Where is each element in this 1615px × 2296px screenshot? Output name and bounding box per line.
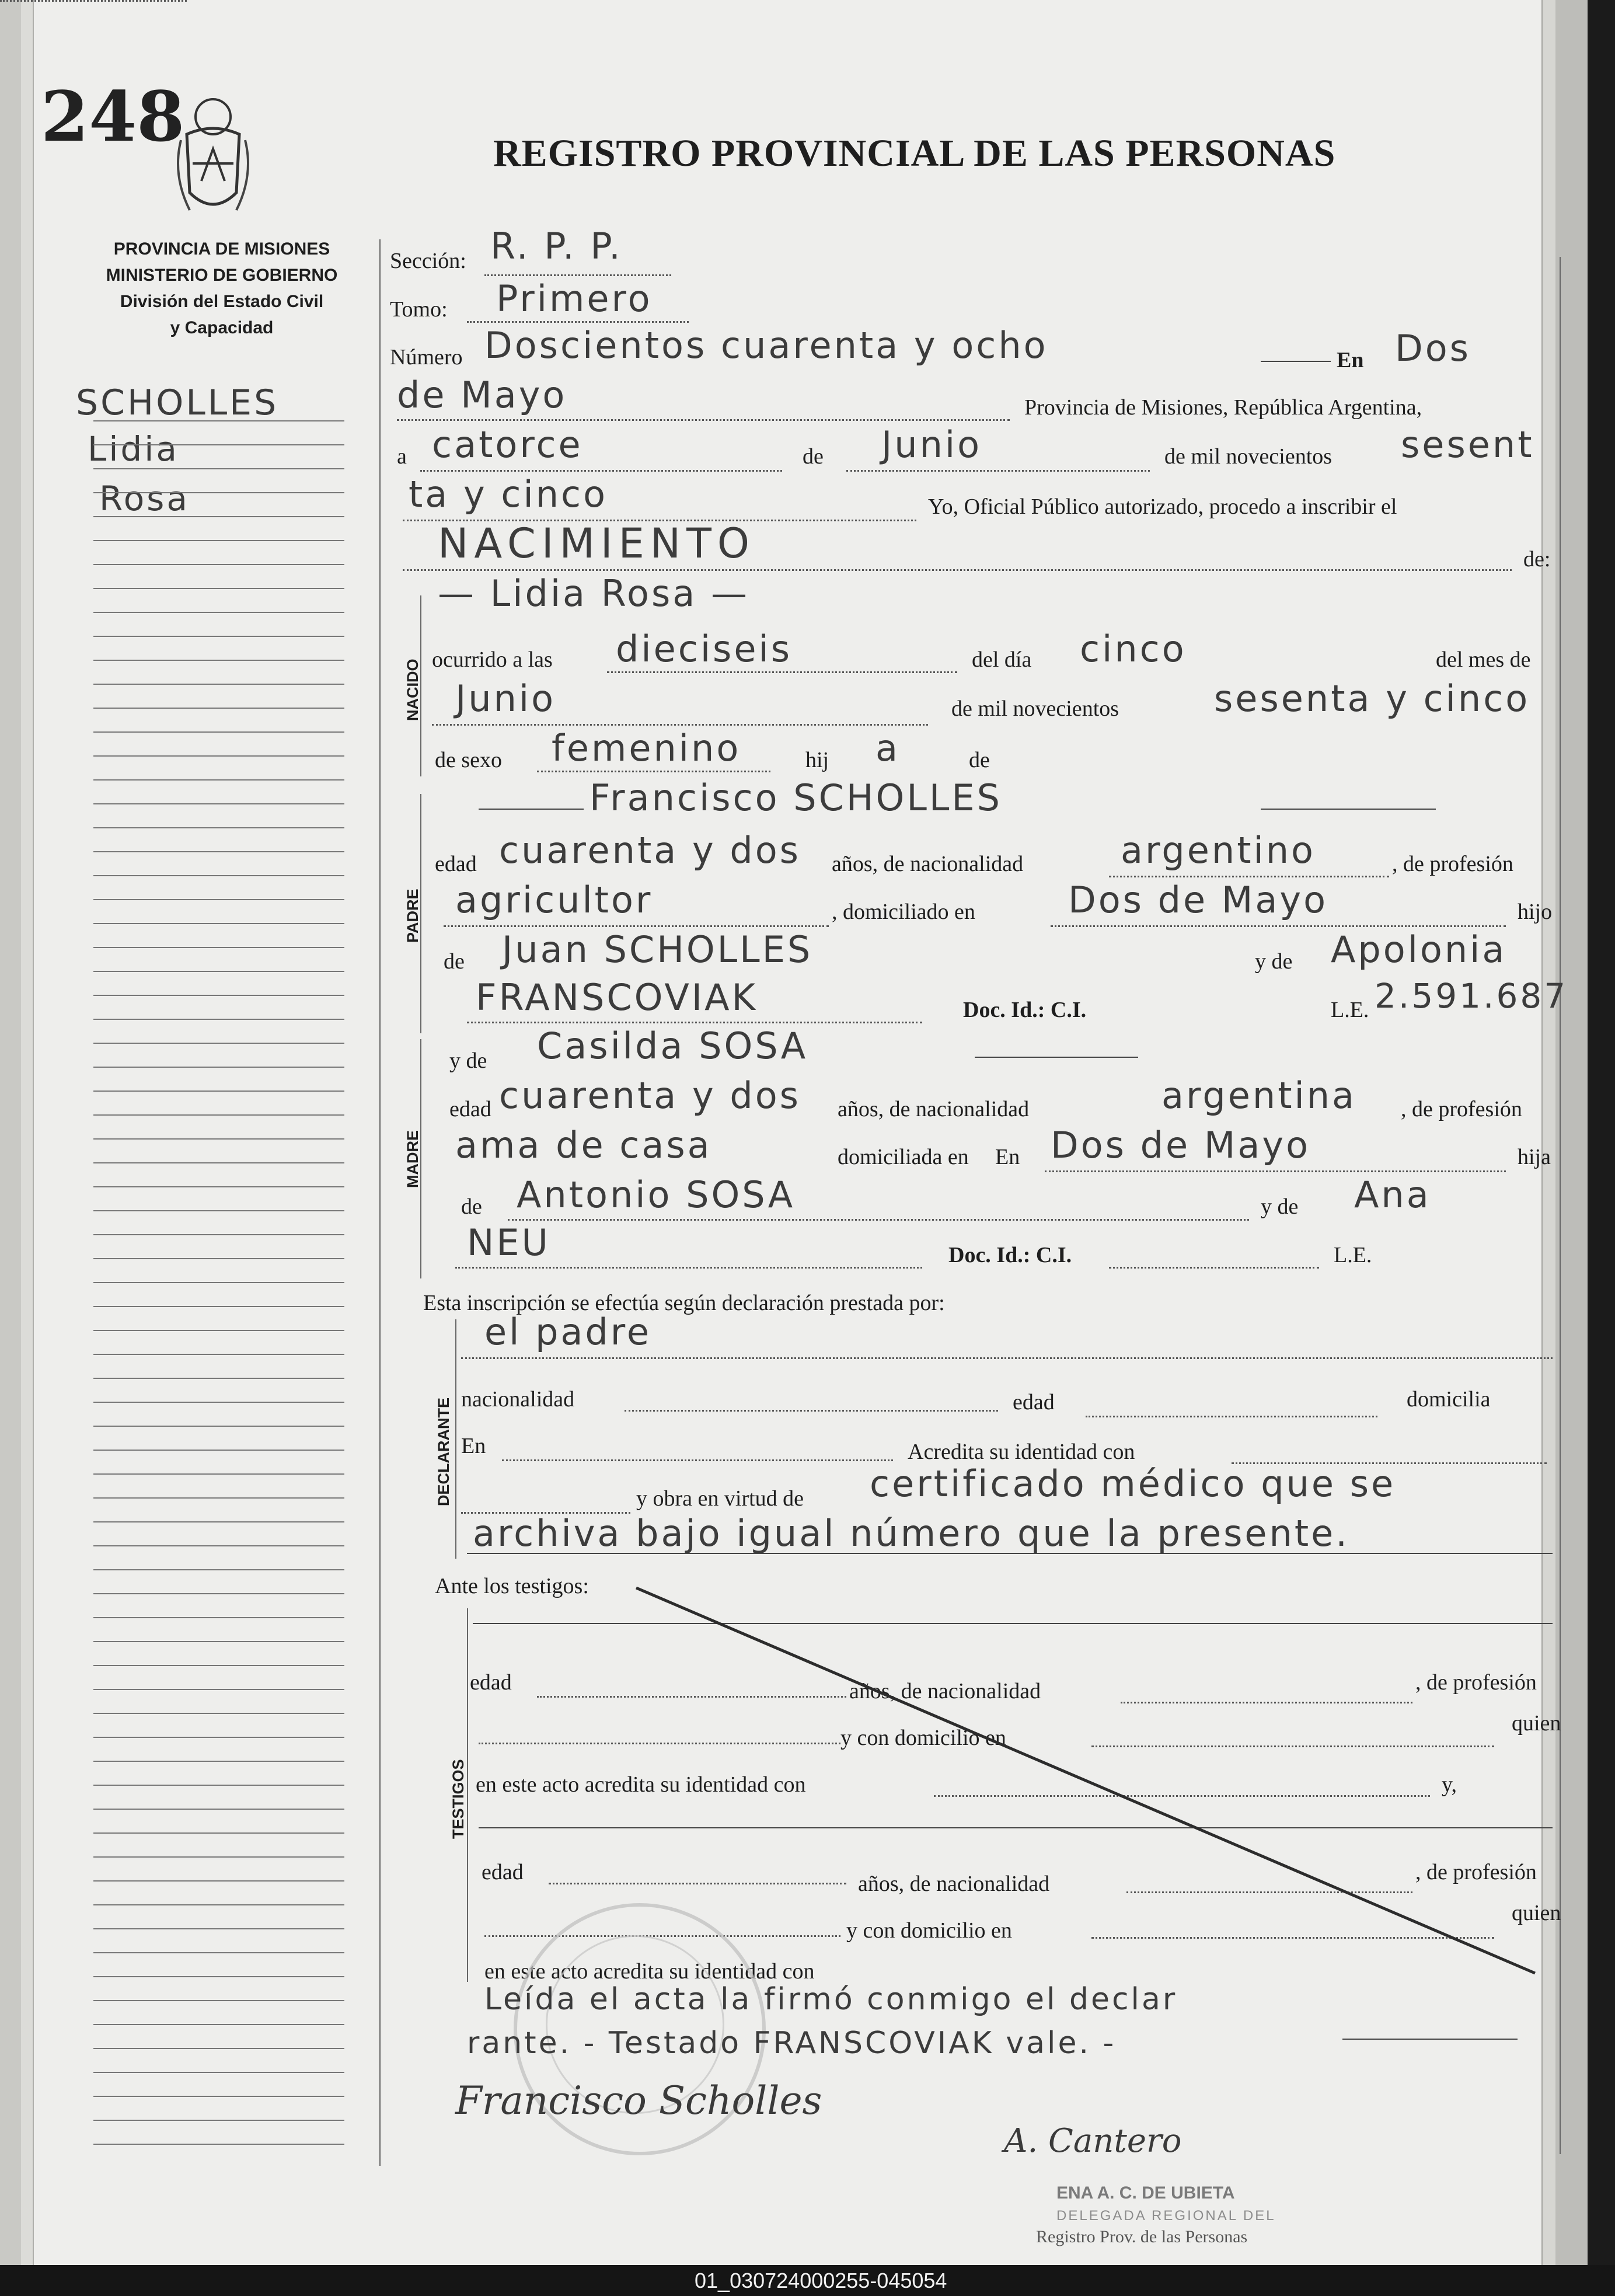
margin-surname: SCHOLLES xyxy=(76,382,279,423)
label-a: a xyxy=(397,444,407,469)
label-de: de xyxy=(803,444,824,469)
dash xyxy=(1261,361,1331,362)
signature-oficial: A. Cantero xyxy=(1004,2122,1182,2160)
margin-rule xyxy=(93,2072,344,2073)
label-quien: quien xyxy=(1512,1901,1561,1925)
margin-rule xyxy=(93,1426,344,1427)
margin-rule xyxy=(93,1162,344,1163)
label-padre: PADRE xyxy=(404,889,421,943)
margin-rule xyxy=(93,1641,344,1642)
label-en: En xyxy=(461,1434,486,1458)
value-padre-nombre: Francisco SCHOLLES xyxy=(590,776,1002,819)
value-nombre: — Lidia Rosa — xyxy=(438,572,749,615)
dotline xyxy=(1051,925,1506,927)
label-y-de: y de xyxy=(1255,949,1293,974)
margin-rule xyxy=(93,1354,344,1355)
dotline xyxy=(607,671,957,673)
coat-of-arms-icon xyxy=(169,93,257,228)
value-numero: Doscientos cuarenta y ocho xyxy=(484,324,1048,367)
value-padre-dom: Dos de Mayo xyxy=(1068,879,1328,921)
dotline xyxy=(403,569,1512,571)
stamp-officer-name: ENA A. C. DE UBIETA xyxy=(1056,2183,1235,2203)
margin-rule xyxy=(93,1569,344,1570)
label-domiciliado: , domiciliado en xyxy=(832,900,975,924)
label-con-domicilio: y con domicilio en xyxy=(846,1918,1012,1943)
binding-edge xyxy=(0,0,23,2265)
frame-right-line xyxy=(1560,257,1561,2154)
dotline xyxy=(1045,1170,1506,1172)
scan-id: 01_030724000255-045054 xyxy=(695,2269,947,2292)
value-mes: Junio xyxy=(881,423,982,466)
value-lugar: de Mayo xyxy=(397,374,567,416)
value-dia: catorce xyxy=(432,423,583,466)
label-de: de xyxy=(444,949,465,974)
margin-rule xyxy=(93,2096,344,2097)
margin-rule xyxy=(93,995,344,996)
margin-rule xyxy=(93,1234,344,1235)
value-padre-madre-a: Apolonia xyxy=(1331,928,1507,971)
margin-rule xyxy=(93,1450,344,1451)
label-doc-id: Doc. Id.: C.I. xyxy=(963,998,1087,1022)
value-seccion: R. P. P. xyxy=(490,225,623,267)
label-madre: MADRE xyxy=(404,1130,421,1188)
value-padre-padre: Juan SCHOLLES xyxy=(502,928,813,971)
value-madre-edad: cuarenta y dos xyxy=(499,1074,801,1117)
label-le: L.E. xyxy=(1334,1243,1372,1267)
margin-rule xyxy=(93,1043,344,1044)
margin-rule xyxy=(93,636,344,637)
label-de: de xyxy=(461,1194,482,1219)
signature-declarante: Francisco Scholles xyxy=(455,2078,822,2123)
value-madre-prof: ama de casa xyxy=(455,1124,712,1166)
dotline xyxy=(420,470,782,472)
margin-rule xyxy=(93,420,344,421)
margin-rule xyxy=(93,1880,344,1882)
value-virtud-a: certificado médico que se xyxy=(870,1462,1396,1505)
margin-rule xyxy=(93,1928,344,1929)
binding-edge-inner xyxy=(21,0,34,2265)
label-mil-novecientos: de mil novecientos xyxy=(1164,444,1333,469)
label-nacido: NACIDO xyxy=(404,659,421,721)
margin-rule xyxy=(93,1330,344,1331)
value-padre-le: 2.591.687 xyxy=(1375,976,1568,1016)
margin-rule xyxy=(93,1186,344,1187)
value-madre-madre-a: Ana xyxy=(1354,1173,1431,1216)
dotline xyxy=(0,0,187,2)
label-tomo: Tomo: xyxy=(390,297,448,322)
margin-rule xyxy=(93,1593,344,1594)
margin-rule xyxy=(93,1617,344,1618)
label-provincia: Provincia de Misiones, República Argentina, xyxy=(1024,395,1422,420)
margin-rule xyxy=(93,588,344,589)
label-ocurrido: ocurrido a las xyxy=(432,647,553,672)
label-y-comma: y, xyxy=(1442,1772,1457,1797)
dotline xyxy=(444,925,829,927)
value-anio-b: ta y cinco xyxy=(409,473,608,515)
value-sexo: femenino xyxy=(552,727,741,769)
margin-rule xyxy=(93,1713,344,1714)
dotline xyxy=(484,274,671,276)
margin-rule xyxy=(93,1832,344,1834)
margin-rule xyxy=(93,1785,344,1786)
margin-rule xyxy=(93,1402,344,1403)
dotline xyxy=(537,771,770,772)
label-de-sexo: de sexo xyxy=(435,748,503,772)
label-domiciliada: domiciliada en xyxy=(838,1145,969,1169)
dotline xyxy=(502,1459,893,1461)
margin-rule xyxy=(93,731,344,733)
margin-rule xyxy=(93,492,344,493)
value-declarante: el padre xyxy=(484,1311,652,1353)
margin-rule xyxy=(93,1665,344,1666)
value-padre-madre-b: FRANSCOVIAK xyxy=(476,976,758,1019)
value-anio-nac: sesenta y cinco xyxy=(1214,677,1530,720)
frame-left-line xyxy=(379,239,381,2166)
margin-rule xyxy=(93,2048,344,2049)
margin-rule xyxy=(93,851,344,852)
label-en: En xyxy=(1337,348,1364,372)
margin-rule xyxy=(93,1019,344,1020)
label-y-de: y de xyxy=(449,1048,487,1073)
value-tomo: Primero xyxy=(496,277,653,320)
label-acredita-identidad: en este acto acredita su identidad con xyxy=(484,1959,815,1984)
margin-rule xyxy=(93,2120,344,2121)
label-acredita-identidad: en este acto acredita su identidad con xyxy=(476,1772,806,1797)
dotline xyxy=(1109,1267,1319,1269)
margin-rule xyxy=(93,803,344,804)
value-hora: dieciseis xyxy=(616,628,793,670)
page-number: 248 xyxy=(41,76,185,157)
margin-rule xyxy=(93,827,344,828)
label-hij: hij xyxy=(805,748,829,772)
stamp-officer-role: DELEGADA REGIONAL DEL xyxy=(1056,2208,1276,2224)
margin-rule xyxy=(93,660,344,661)
label-hija: hija xyxy=(1518,1145,1551,1169)
margin-rule xyxy=(93,2144,344,2145)
margin-rule xyxy=(93,1473,344,1475)
margin-rule xyxy=(93,779,344,781)
margin-rule xyxy=(93,755,344,757)
label-de-profesion: , de profesión xyxy=(1401,1097,1522,1121)
label-con-domicilio: y con domicilio en xyxy=(840,1726,1006,1750)
margin-rule xyxy=(93,1737,344,1738)
margin-rule xyxy=(93,2000,344,2001)
margin-rule xyxy=(93,1904,344,1905)
label-de-profesion: , de profesión xyxy=(1392,852,1513,876)
value-anio-a: sesent xyxy=(1401,423,1534,466)
margin-name-2: Rosa xyxy=(99,479,190,518)
margin-name-1: Lidia xyxy=(88,429,179,469)
label-edad: edad xyxy=(1013,1390,1055,1414)
margin-rule xyxy=(93,2024,344,2025)
margin-rule xyxy=(93,1497,344,1499)
margin-rule xyxy=(93,1282,344,1283)
label-numero: Número xyxy=(390,345,463,370)
header-provincia: PROVINCIA DE MISIONES xyxy=(113,239,330,259)
dotline xyxy=(1109,876,1389,877)
label-de-profesion: , de profesión xyxy=(1415,1670,1537,1695)
label-le: L.E. xyxy=(1331,998,1369,1022)
dotline xyxy=(432,724,928,726)
label-yo-oficial: Yo, Oficial Público autorizado, procedo a inscribir el xyxy=(928,494,1397,519)
margin-rule xyxy=(93,899,344,900)
stamp-officer-office: Registro Prov. de las Personas xyxy=(1036,2227,1248,2246)
value-padre-prof: agricultor xyxy=(455,879,653,921)
value-nota-b: rante. - Testado FRANSCOVIAK vale. - xyxy=(467,2026,1117,2061)
dash xyxy=(479,809,584,810)
label-anos-nac-w1: años, de nacionalidad xyxy=(849,1679,1041,1703)
margin-rule xyxy=(93,1210,344,1211)
dotline xyxy=(467,321,689,323)
margin-rule xyxy=(93,612,344,613)
label-de: de xyxy=(969,748,990,772)
label-edad: edad xyxy=(470,1670,512,1695)
value-mes-nac: Junio xyxy=(455,677,556,720)
value-padre-nac: argentino xyxy=(1121,829,1316,872)
margin-rule xyxy=(93,971,344,972)
margin-rule xyxy=(93,1856,344,1858)
label-obra-virtud: y obra en virtud de xyxy=(636,1486,804,1511)
label-anos-nac: años, de nacionalidad xyxy=(832,852,1024,876)
margin-rule xyxy=(93,875,344,876)
cancel-stroke xyxy=(613,1576,1547,1985)
margin-rule xyxy=(93,708,344,709)
label-inscripcion: Esta inscripción se efectúa según declaración prestada por: xyxy=(423,1291,945,1315)
header-ministerio: MINISTERIO DE GOBIERNO xyxy=(106,266,338,285)
margin-rule xyxy=(93,1521,344,1522)
label-de-mil-novecientos: de mil novecientos xyxy=(951,696,1119,721)
value-madre-nac: argentina xyxy=(1161,1074,1357,1117)
label-hijo: hijo xyxy=(1518,900,1553,924)
margin-rule xyxy=(93,444,344,445)
margin-rule xyxy=(93,564,344,565)
dotline xyxy=(508,1219,1249,1221)
value-dia-nac: cinco xyxy=(1080,628,1187,670)
margin-rule xyxy=(93,1138,344,1140)
label-de-profesion: , de profesión xyxy=(1415,1860,1537,1884)
label-anos-nac: años, de nacionalidad xyxy=(838,1097,1030,1121)
dotline xyxy=(397,419,1010,421)
label-testigos: TESTIGOS xyxy=(449,1759,467,1839)
label-declarante: DECLARANTE xyxy=(435,1398,452,1506)
margin-rule xyxy=(93,1545,344,1546)
margin-rule xyxy=(93,1761,344,1762)
header-capacidad: y Capacidad xyxy=(170,318,274,337)
label-doc-id: Doc. Id.: C.I. xyxy=(948,1243,1072,1267)
value-acto: NACIMIENTO xyxy=(438,520,756,567)
label-en: En xyxy=(995,1145,1020,1169)
value-madre-madre-b: NEU xyxy=(467,1221,550,1264)
dash xyxy=(1342,2039,1518,2040)
margin-rule xyxy=(93,1114,344,1116)
dotline xyxy=(467,1022,922,1023)
margin-rule xyxy=(93,1258,344,1259)
value-en: Dos xyxy=(1395,327,1471,370)
label-edad: edad xyxy=(482,1860,524,1884)
dotline xyxy=(1086,1416,1377,1417)
margin-rule xyxy=(93,684,344,685)
value-madre-dom: Dos de Mayo xyxy=(1051,1124,1311,1166)
margin-rule xyxy=(93,1689,344,1690)
label-nacionalidad: nacionalidad xyxy=(461,1387,575,1412)
margin-rule xyxy=(93,923,344,924)
value-madre-nombre: Casilda SOSA xyxy=(537,1025,808,1067)
margin-rule xyxy=(93,1976,344,1977)
value-virtud-b: archiva bajo igual número que la presente. xyxy=(473,1512,1349,1555)
document-title: REGISTRO PROVINCIAL DE LAS PERSONAS xyxy=(493,132,1336,175)
label-domicilia: domicilia xyxy=(1407,1387,1491,1412)
label-y-de: y de xyxy=(1261,1194,1299,1219)
dotline xyxy=(461,1357,1553,1359)
margin-rule xyxy=(93,516,344,517)
margin-rule xyxy=(93,1090,344,1092)
dotline xyxy=(625,1410,998,1412)
label-del-dia: del día xyxy=(972,647,1032,672)
section-line-declarante xyxy=(455,1319,456,1559)
scan-footer xyxy=(0,2265,1615,2296)
label-del-mes: del mes de xyxy=(1436,647,1531,672)
margin-rule xyxy=(93,540,344,541)
margin-rule xyxy=(93,1067,344,1068)
label-quien: quien xyxy=(1512,1711,1561,1736)
dotline xyxy=(455,1267,922,1269)
dotline xyxy=(846,470,1150,472)
margin-rule xyxy=(93,468,344,469)
value-padre-edad: cuarenta y dos xyxy=(499,829,801,872)
margin-rule xyxy=(93,947,344,948)
label-edad: edad xyxy=(449,1097,491,1121)
label-seccion: Sección: xyxy=(390,249,466,273)
margin-rule xyxy=(93,1306,344,1307)
label-ante-testigos: Ante los testigos: xyxy=(435,1574,589,1598)
label-acredita: Acredita su identidad con xyxy=(908,1440,1135,1464)
margin-rule xyxy=(93,1378,344,1379)
value-madre-padre: Antonio SOSA xyxy=(517,1173,796,1216)
underline xyxy=(467,1553,1553,1554)
value-nota-a: Leída el acta la firmó conmigo el declar xyxy=(484,1982,1178,2017)
margin-rule xyxy=(93,1952,344,1953)
value-hij-suffix: a xyxy=(875,727,900,769)
dash xyxy=(1261,809,1436,810)
label-anos-nac-w2: años, de nacionalidad xyxy=(858,1872,1050,1896)
margin-rule xyxy=(93,1809,344,1810)
label-edad: edad xyxy=(435,852,477,876)
dash xyxy=(975,1057,1138,1058)
label-de-colon: de: xyxy=(1523,547,1551,572)
header-division: División del Estado Civil xyxy=(120,292,324,311)
